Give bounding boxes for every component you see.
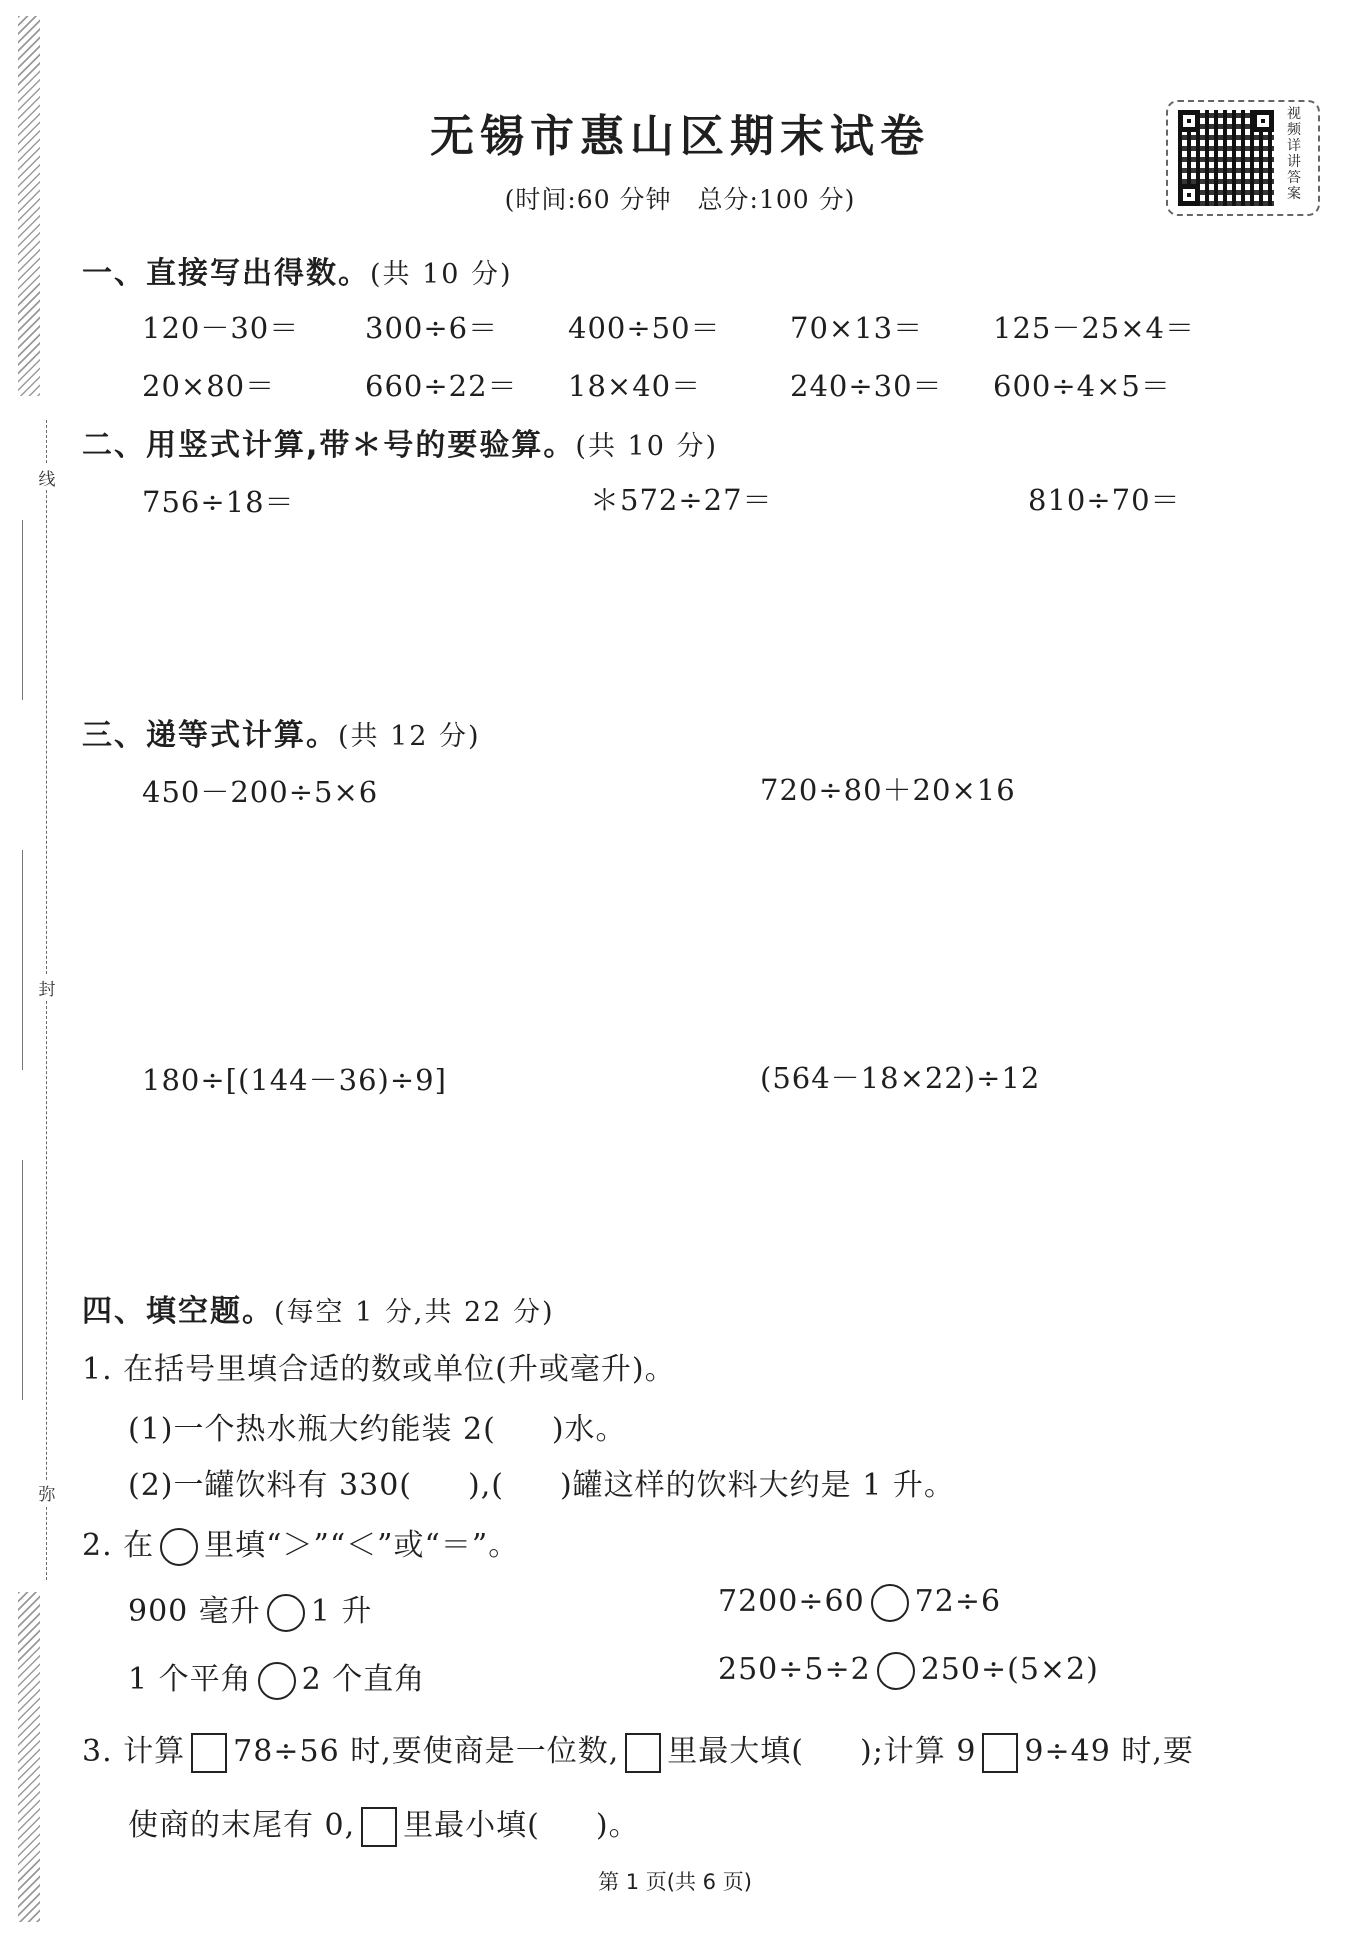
question-1-part-1 [128,1404,627,1448]
stepwise-calc-item: 180÷[(144－36)÷9] [142,1063,447,1097]
qr-label-char: 答 [1287,170,1301,186]
text-span: 72÷6 [914,1584,1002,1619]
qr-finder [1252,110,1274,132]
text-span: 250÷5÷2 [718,1652,871,1687]
text-span: 7200÷60 [718,1584,865,1619]
text-span: 900 毫升 [128,1594,261,1629]
section-heading [82,420,718,464]
compare-circle-input[interactable] [267,1594,305,1632]
question-3-line-1 [82,1726,1194,1773]
oral-item: 300÷6＝ [365,311,499,345]
qr-finder [1178,184,1200,206]
exam-title: 无锡市惠山区期末试卷 [430,111,930,162]
text-span: (1)一个热水瓶大约能装 2( [128,1412,496,1447]
compare-item [128,1586,372,1632]
text-span: ),( [468,1468,504,1503]
stepwise-calc-item: 720÷80＋20×16 [760,773,1016,807]
section-heading [82,248,513,292]
binding-mark-line: 线 [38,465,56,490]
compare-circle-input[interactable] [258,1662,296,1700]
compare-item [128,1654,425,1700]
oral-item: 125－25×4＝ [993,311,1196,345]
oral-item: 240÷30＝ [790,369,943,403]
text-span: )。 [595,1808,640,1843]
text-span: );计算 9 [859,1734,977,1769]
stepwise-calc-item: (564－18×22)÷12 [760,1061,1041,1095]
section-score-note: (共 12 分) [338,721,481,752]
text-span: 里最小填( [403,1808,540,1843]
text-span: )水。 [551,1412,627,1447]
binding-hatch-top [18,16,40,396]
text-span: 里填“＞”“＜”或“＝”。 [204,1528,520,1563]
section-title: 二、用竖式计算,带＊号的要验算。 [82,428,576,463]
oral-item: 120－30＝ [142,311,300,345]
binding-cut-line [46,420,47,1580]
text-span: 使商的末尾有 0, [128,1808,356,1843]
section-heading [82,710,481,754]
qr-label [1282,106,1306,202]
qr-label-char: 讲 [1287,154,1301,170]
question-2-stem [82,1520,519,1566]
qr-code-box[interactable] [1166,100,1320,216]
oral-item: 400÷50＝ [568,311,721,345]
compare-circle-input[interactable] [871,1584,909,1622]
oral-item: 18×40＝ [568,369,702,403]
qr-finder [1178,110,1200,132]
text-span: 里最大填( [667,1734,804,1769]
question-1-part-2 [128,1460,955,1504]
compare-item [718,1652,1099,1690]
text-span: (2)一罐饮料有 330( [128,1468,412,1503]
compare-item [718,1584,1001,1622]
vertical-calc-item: 756÷18＝ [142,485,295,519]
qr-code-icon[interactable] [1178,110,1274,206]
digit-box-input[interactable] [191,1733,227,1773]
vertical-calc-item: 810÷70＝ [1028,483,1181,517]
text-span: 1 升 [310,1594,373,1629]
compare-circle-input[interactable] [877,1652,915,1690]
text-span: 78÷56 时,要使商是一位数, [233,1734,620,1769]
text-span: 2 个直角 [301,1662,426,1697]
question-1-stem: 1. 在括号里填合适的数或单位(升或毫升)。 [82,1352,676,1387]
binding-rule [22,850,23,1070]
digit-box-icon [361,1807,397,1847]
section-title: 一、直接写出得数。 [82,256,370,291]
qr-label-char: 详 [1287,138,1301,154]
text-span: 9÷49 时,要 [1024,1734,1194,1769]
oral-item: 20×80＝ [142,369,276,403]
text-span: 1 个平角 [128,1662,252,1697]
binding-mark-seal: 封 [38,975,56,1000]
compare-circle-icon [160,1528,198,1566]
section-score-note: (每空 1 分,共 22 分) [274,1297,555,1328]
exam-subtitle: (时间:60 分钟 总分:100 分) [504,185,856,214]
text-span: 2. 在 [82,1528,155,1563]
binding-rule [22,1160,23,1400]
oral-item: 600÷4×5＝ [993,369,1171,403]
oral-item: 660÷22＝ [365,369,518,403]
section-score-note: (共 10 分) [370,259,513,290]
oral-item: 70×13＝ [790,311,924,345]
text-span: 250÷(5×2) [920,1652,1099,1687]
section-heading [82,1286,555,1330]
page-footer: 第 1 页(共 6 页) [598,1870,752,1894]
section-title: 四、填空题。 [82,1294,274,1329]
digit-box-input[interactable] [982,1733,1018,1773]
binding-mark-close: 弥 [38,1480,56,1505]
digit-box-icon [625,1733,661,1773]
vertical-calc-item: ＊572÷27＝ [590,483,773,517]
stepwise-calc-item: 450－200÷5×6 [142,775,379,809]
binding-rule [22,520,23,700]
section-title: 三、递等式计算。 [82,718,338,753]
question-3-line-2 [128,1800,640,1847]
section-score-note: (共 10 分) [575,431,718,462]
qr-label-char: 频 [1287,122,1301,138]
text-span: )罐这样的饮料大约是 1 升。 [559,1468,955,1503]
text-span: 3. 计算 [82,1734,186,1769]
qr-label-char: 案 [1287,186,1301,202]
qr-label-char: 视 [1287,106,1301,122]
